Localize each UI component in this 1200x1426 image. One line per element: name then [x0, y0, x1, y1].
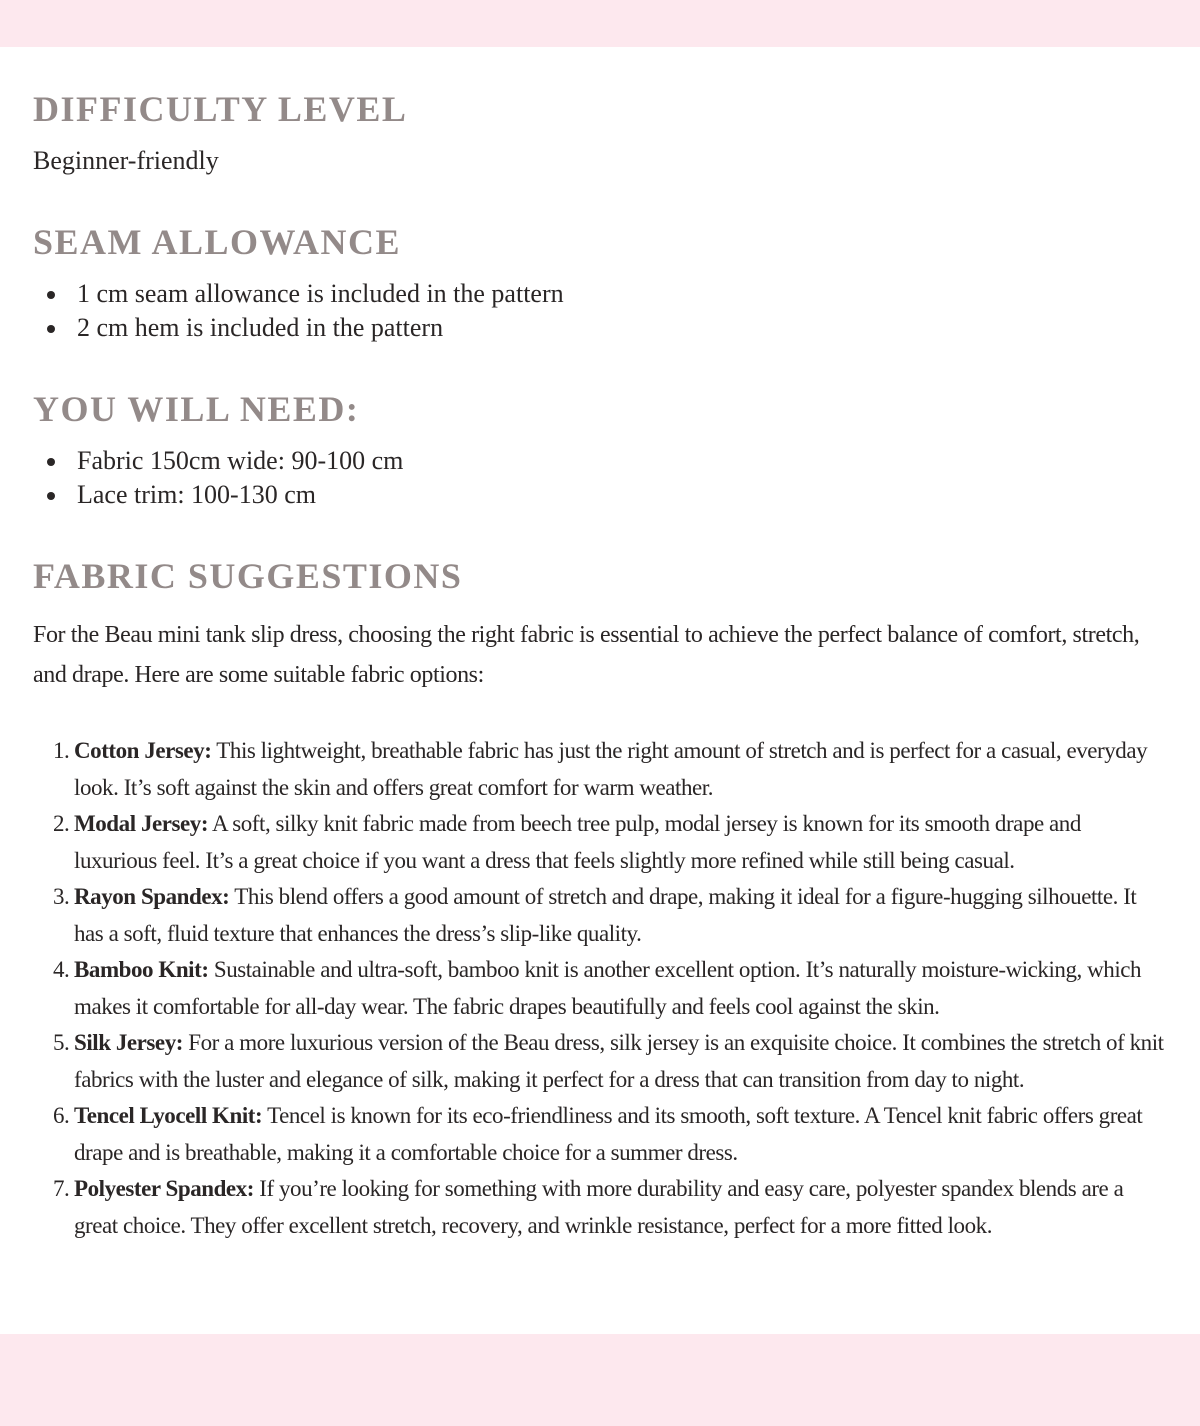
fabric-description: Sustainable and ultra-soft, bamboo knit is another excellent option. It’s naturally moisture-wicking, which makes it comfortable for all-day wear. The fabric drapes beautifully and feels cool against the skin. [74, 957, 1142, 1019]
seam-allowance-heading: SEAM ALLOWANCE [33, 222, 402, 262]
list-item-text: 1 cm seam allowance is included in the pattern [77, 279, 564, 308]
list-item [33, 311, 1166, 345]
fabric-option-item [33, 1171, 1166, 1244]
fabric-description: For a more luxurious version of the Beau dress, silk jersey is an exquisite choice. It combines the stretch of knit fabrics with the luster and elegance of silk, making it perfect for a dress that can transition from day to night. [74, 1030, 1164, 1092]
list-item [33, 277, 1166, 311]
seam-allowance-list [33, 277, 1166, 345]
fabric-name: Silk Jersey: [74, 1030, 183, 1055]
item-number: 2. [53, 811, 70, 836]
fabric-option-item [33, 952, 1166, 1025]
fabric-description: This blend offers a good amount of stretch and drape, making it ideal for a figure-hugging silhouette. It has a soft, fluid texture that enhances the dress’s slip-like quality. [74, 884, 1137, 946]
list-item [33, 444, 1166, 478]
list-item [33, 478, 1166, 512]
item-number: 4. [53, 957, 70, 982]
item-number: 3. [53, 884, 70, 909]
fabric-name: Cotton Jersey: [74, 738, 212, 763]
you-will-need-heading: YOU WILL NEED: [33, 389, 360, 429]
fabric-option-item [33, 879, 1166, 952]
fabric-name: Tencel Lyocell Knit: [74, 1103, 263, 1128]
fabric-option-item [33, 1098, 1166, 1171]
difficulty-value: Beginner-friendly [33, 146, 219, 175]
bullet-icon [47, 325, 55, 333]
fabric-description: Tencel is known for its eco-friendliness and its smooth, soft texture. A Tencel knit fabric offers great drape and is breathable, making it a comfortable choice for a summer dress. [74, 1103, 1143, 1165]
bullet-icon [47, 291, 55, 299]
item-number: 7. [53, 1176, 70, 1201]
item-number: 6. [53, 1103, 70, 1128]
fabric-options-list [33, 733, 1166, 1244]
fabric-option-item [33, 806, 1166, 879]
fabric-name: Bamboo Knit: [74, 957, 209, 982]
bullet-icon [47, 458, 55, 466]
difficulty-heading: DIFFICULTY LEVEL [33, 89, 408, 129]
fabric-name: Rayon Spandex: [74, 884, 230, 909]
list-item-text: Fabric 150cm wide: 90-100 cm [77, 446, 404, 475]
fabric-option-item [33, 733, 1166, 806]
item-number: 1. [53, 738, 70, 763]
top-pink-band [0, 0, 1200, 47]
item-number: 5. [53, 1030, 70, 1055]
fabric-description: A soft, silky knit fabric made from beech tree pulp, modal jersey is known for its smooth drape and luxurious feel. It’s a great choice if you want a dress that feels slightly more refined while still being casual. [74, 811, 1081, 873]
fabric-name: Modal Jersey: [74, 811, 209, 836]
fabric-suggestions-heading: FABRIC SUGGESTIONS [33, 556, 463, 596]
list-item-text: Lace trim: 100-130 cm [77, 480, 316, 509]
fabric-description: This lightweight, breathable fabric has just the right amount of stretch and is perfect for a casual, everyday look. It’s soft against the skin and offers great comfort for warm weather. [74, 738, 1148, 800]
bottom-pink-band [0, 1334, 1200, 1426]
bullet-icon [47, 492, 55, 500]
fabric-name: Polyester Spandex: [74, 1176, 254, 1201]
list-item-text: 2 cm hem is included in the pattern [77, 313, 444, 342]
you-will-need-list [33, 444, 1166, 512]
fabric-suggestions-intro: For the Beau mini tank slip dress, choosing the right fabric is essential to achieve the perfect balance of comfort, stretch, and drape. Here are some suitable fabric options: [33, 622, 1140, 688]
fabric-option-item [33, 1025, 1166, 1098]
pattern-info-content [0, 47, 1200, 1334]
fabric-description: If you’re looking for something with more durability and easy care, polyester spandex blends are a great choice. They offer excellent stretch, recovery, and wrinkle resistance, perfect for a more fitted look. [74, 1176, 1124, 1238]
